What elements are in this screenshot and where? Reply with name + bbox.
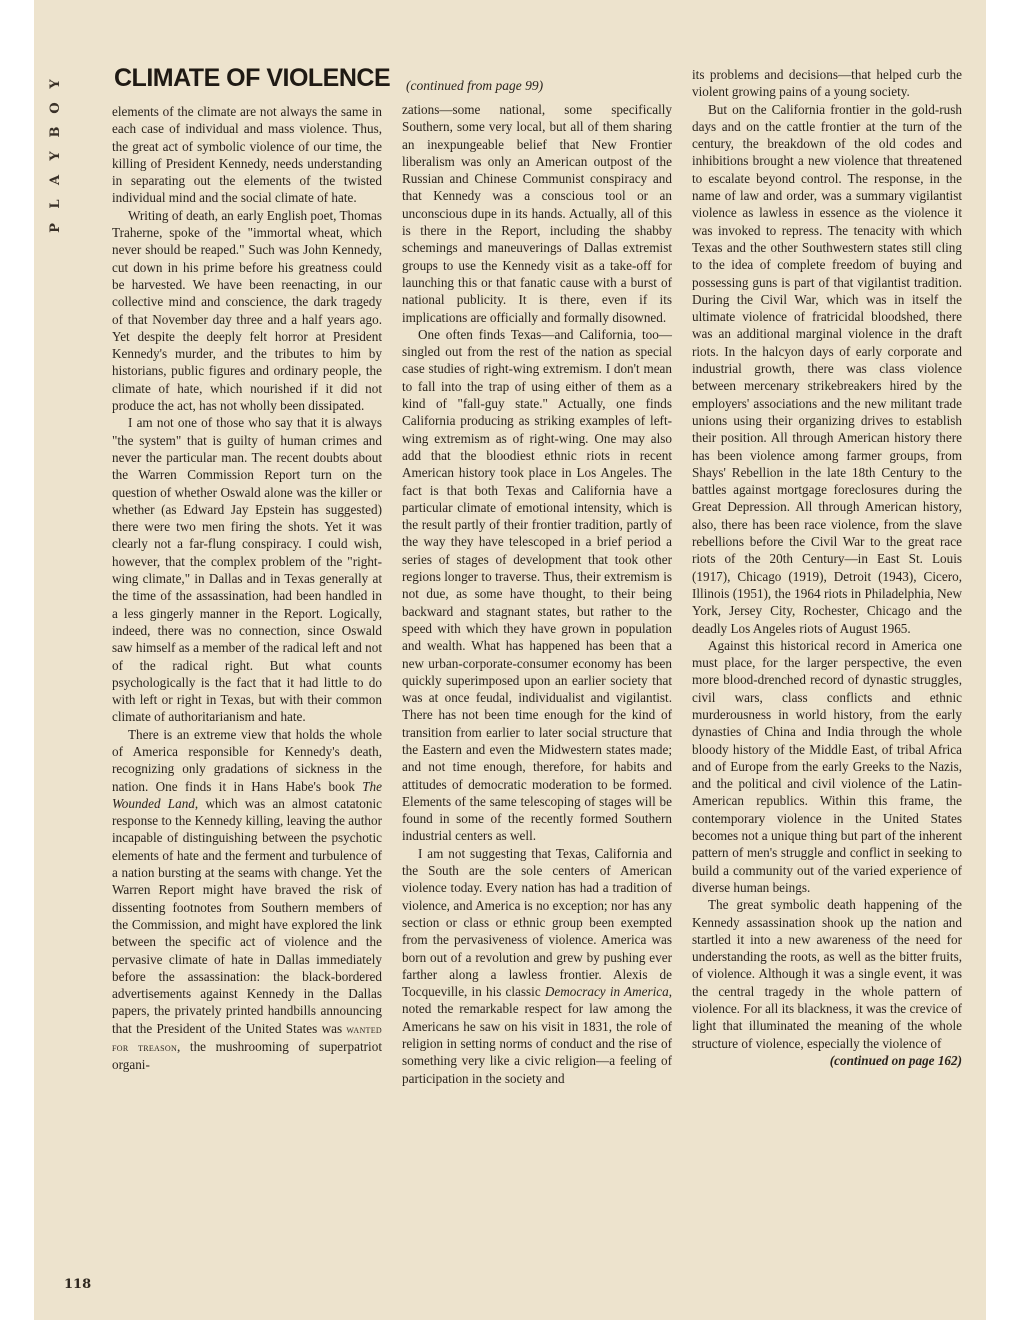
paragraph: One often finds Texas—and California, too—singled out from the rest of the nation as special case studies of right-wing extremism. I don't mean to fall into the trap of using either of them as a kind of "fall-guy state." Actually, one finds California producing as striking examples of left-wing extremism as of right-wing. One may also add that the bloodiest ethnic riots in recent American history took place in Los Angeles. The fact is that both Texas and California have a particular climate of emotional intensity, which is the result partly of their frontier tradition, partly of the way they have telescoped in a brief period a series of stages of development that took other regions longer to traverse. Thus, their extremism is not due, as some have thought, to their being backward and stagnant states, but rather to the speed with which they have grown in population and wealth. What has happened has been that a new urban-corporate-consumer economy has been quickly superimposed upon an earlier society that was at once feudal, individualist and vigilantist. There has not been time enough for the kind of transition from earlier to later social structure that the Eastern and even the Midwestern states made; and not time enough, therefore, for habits and attitudes of democratic moderation to be formed. Elements of the same telescoping of stages will be found in some of the recently formed Southern industrial centers as well. [402, 326, 672, 844]
paragraph: I am not one of those who say that it is always "the system" that is guilty of human crimes and never the particular man. The recent doubts about the Warren Commission Report turn on the question of whether Oswald alone was the killer or whether (as Edward Jay Epstein has suggested) there were two men firing the shots. Yet it was clearly not a far-flung conspiracy. I could wish, however, that the complex problem of the "right-wing climate," in Dallas and in Texas generally at the time of the assassination, had been handled in a less gingerly manner in the Report. Logically, indeed, there was no connection, since Oswald saw himself as a member of the radical left and not of the radical right. But what counts psychologically is the fact that it had little to do with left or right in Texas, but with their common climate of authoritarianism and hate. [112, 415, 382, 725]
paragraph: zations—some national, some specifically Southern, some very local, but all of them sharing an inexpungeable belief that New Frontier liberalism was only an American outpost of the Russian and Chinese Communist conspiracy and that Kennedy was a conscious tool or an unconscious dupe in its hands. Actually, all of this is there in the Report, including the shabby schemings and maneuverings of Dallas extremist groups to use the Kennedy visit as a take-off for launching this or that fanatic cause with a burst of national publicity. It is there, even if its implications are officially and formally disowned. [402, 102, 672, 325]
small-caps-text: wanted for treason [112, 1021, 382, 1055]
paragraph: Against this historical record in America one must place, for the larger perspective, the even more blood-drenched record of dynastic struggles, civil wars, class conflicts and ethnic murderousness in world history, from the early dynasties of China and India through the whole bloody history of the Middle East, of tribal Africa and of Europe from the early Greeks to the Nazis, and the political and civil violence of the Latin-American republics. Within this frame, the contemporary violence in the United States becomes not a unique thing but part of the inherent pattern of men's struggle and conflict in seeking to build a community out of the varied experience of diverse human beings. [692, 637, 962, 895]
text-column-3 [692, 66, 962, 1293]
continued-on-note: (continued on page 162) [829, 1052, 962, 1068]
paragraph-text: , noted the remarkable respect for law among the Americans he saw on his visit in 1831, the role of religion in setting norms of conduct and the rise of something very like a civic religion—a feeling of participation in the society and [402, 984, 673, 1086]
paragraph: Writing of death, an early English poet, Thomas Traherne, spoke of the "immortal wheat, which never should be reaped." Such was John Kennedy, cut down in his prime before his greatness could be harvested. We have been reenacting, in our collective mind and conscience, the dark tragedy of that November day three and a half years ago. Yet despite the deeply felt horror at President Kennedy's murder, and the tributes to him by historians, public figures and ordinary people, the climate of hate, which nourished if it did not produce the act, has not wholly been dissipated. [112, 207, 382, 414]
text-column-1 [112, 103, 382, 1293]
book-title: Democracy in America [544, 984, 669, 1000]
paragraph: elements of the climate are not always the same in each case of individual and mass violence. Thus, the great act of symbolic violence of our time, the killing of President Kennedy, needs understanding in separating out the elements of the twisted individual mind and the social climate of hate. [112, 104, 382, 206]
book-title: The Wounded Land [112, 778, 382, 811]
magazine-letter: A [48, 174, 63, 186]
paragraph-text: There is an extreme view that holds the whole of America responsible for Kennedy's death, recognizing only gradations of sickness in the nation. One finds it in Hans Habe's book [112, 726, 382, 794]
continued-from-note: (continued from page 99) [406, 78, 544, 93]
magazine-name-vertical [44, 72, 68, 240]
paragraph [402, 845, 672, 1087]
magazine-letter: O [48, 102, 63, 114]
paragraph [112, 726, 382, 1074]
magazine-letter: Y [48, 151, 63, 161]
paragraph: The great symbolic death happening of the Kennedy assassination shook up the nation and startled it into a new awareness of the need for understanding the roots, as well as the bitter fruits, of violence. Although it was a single event, it was the central tragedy in the whole pattern of violence. For all its blackness, it was the crevice of light that illuminated the meaning of the whole structure of violence, especially the violence of [692, 897, 962, 1051]
article-title: CLIMATE OF VIOLENCE [114, 64, 391, 92]
paragraph-text: I am not suggesting that Texas, California and the South are the sole centers of American violence today. Every nation has had a tradition of violence, and America is no exception; nor has any section or class or ethnic group been exempted from the pervasiveness of violence. America was born out of a revolution and grew by pushing ever farther along a lawless frontier. Alexis de Tocqueville, in his classic [402, 845, 672, 1000]
paragraph-text: , which was an almost catatonic response to the Kennedy killing, leaving the author incapable of distinguishing between the psychotic elements of hate and the ferment and turbulence of a nation bursting at the seams with change. Yet the Warren Report might have braved the risk of dissenting footnotes from Southern members of the Commission, and might have explored the link between the specific act of violence and the pervasive climate of hate in Dallas immediately before the assassination: the black-bordered advertisements against Kennedy in the Dallas papers, the privately printed handbills announcing that the President of the United States was [112, 795, 382, 1036]
paragraph-text: , the mushrooming of superpatriot organi- [112, 1039, 382, 1073]
text-column-2 [402, 101, 672, 1293]
magazine-letter: Y [48, 79, 63, 89]
magazine-letter: P [48, 223, 63, 233]
magazine-letter: B [48, 126, 63, 138]
magazine-letter: L [48, 199, 63, 209]
paragraph: But on the California frontier in the gold-rush days and on the cattle frontier at the turn of the century, the breakdown of the old codes and inhibitions brought a new violence that threatened to escalate beyond control. The response, in the name of law and order, was a summary vigilantist violence as lawless in essence as the violence it was invoked to repress. The tenacity with which Texas and the other Southwestern states still cling to the idea of complete freedom of buying and possessing guns is part of that vigilantist tradition. During the Civil War, which was in itself the ultimate violence of fratricidal bloodshed, there was an additional marginal violence in the draft riots. In the halcyon days of early corporate and industrial growth, there was class violence between mercenary strikebreakers hired by the employers' associations and the new militant trade unions using their organizing drives to establish their position. All through American history there has been violence among farmer groups, from Shays' Rebellion in the late 18th Century to the battles against mortgage foreclosures during the Great Depression. All through American history, also, there has been race violence, from the slave rebellions before the Civil War to the great race riots of the 20th Century—in East St. Louis (1917), Chicago (1919), Detroit (1943), Cicero, Illinois (1951), the 1964 riots in Philadelphia, New York, Jersey City, Rochester, Chicago and the deadly Los Angeles riots of August 1965. [692, 101, 962, 636]
page-number: 118 [64, 1277, 92, 1292]
paragraph: its problems and decisions—that helped curb the violent growing pains of a young society. [692, 67, 962, 100]
